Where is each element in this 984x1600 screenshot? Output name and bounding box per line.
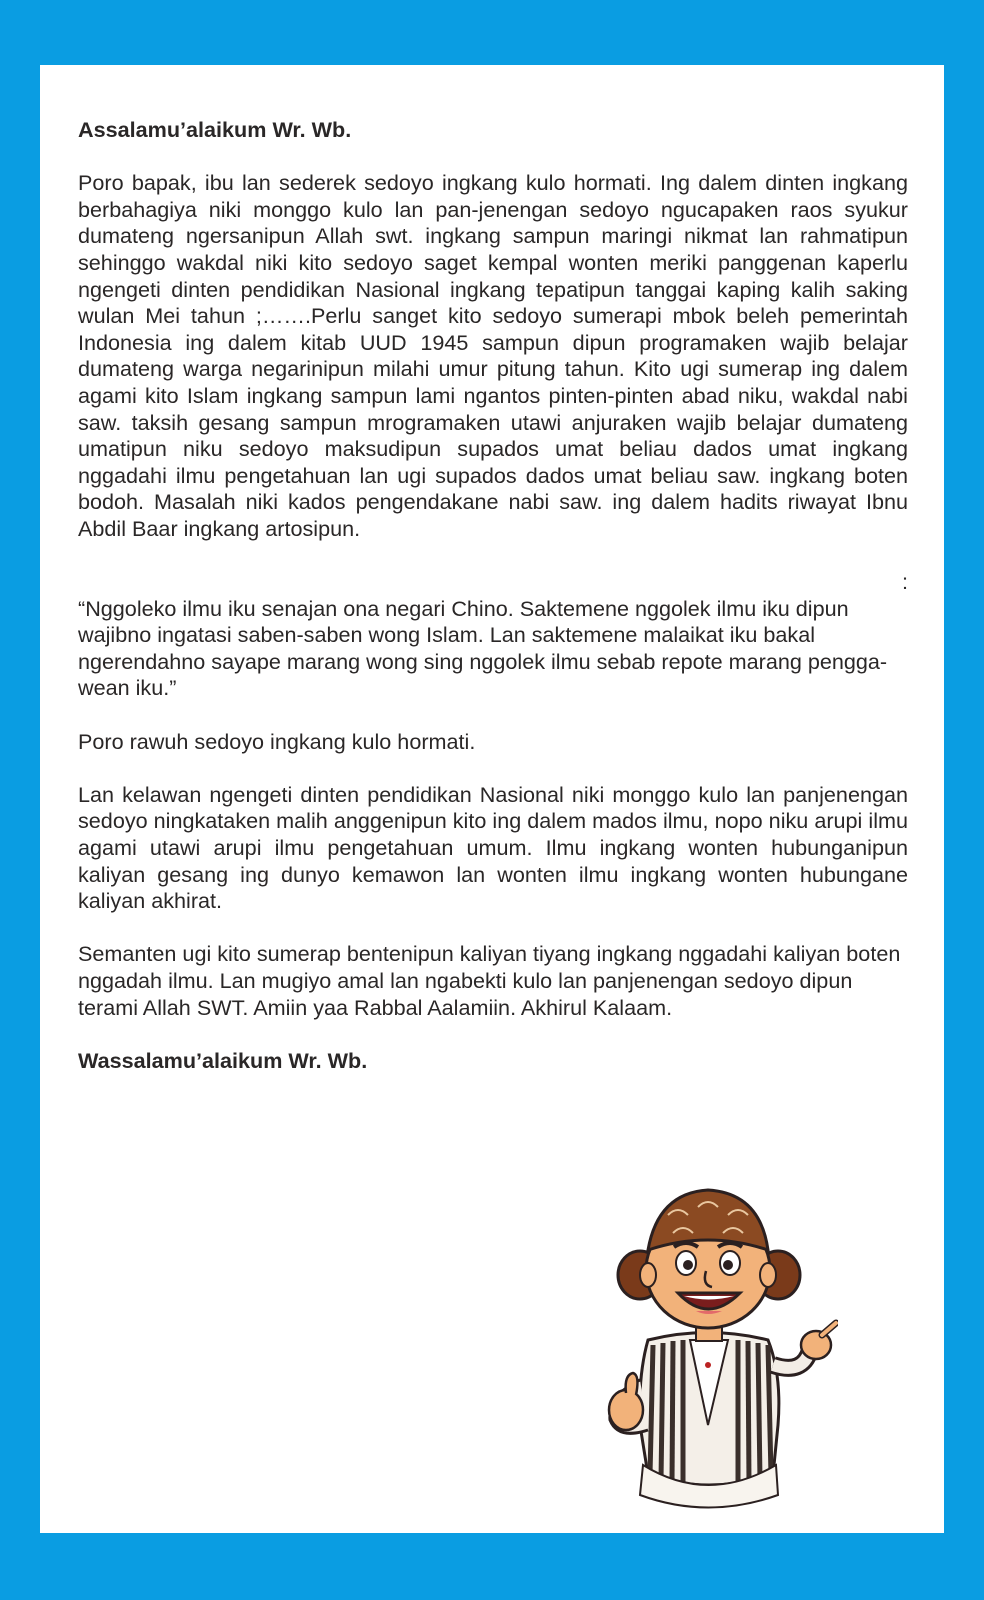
colon-mark: : <box>902 569 908 595</box>
body-paragraph-2: Poro rawuh sedoyo ingkang kulo hormati. <box>78 728 476 754</box>
opening-greeting: Assalamu’alaikum Wr. Wb. <box>78 117 352 142</box>
body-paragraph-3: Lan kelawan ngengeti dinten pendidikan Nasional niki monggo kulo lan panjenengan sedoyo ningkataken malih anggenipun kito ing dalem mados ilmu, nopo niku arupi ilmu agami utawi arupi ilmu pengetahuan umum. Ilmu ingkang wonten hubunganipun kaliyan gesang ing dunyo kemawon lan wonten ilmu ingkang wonten hubungane kaliyan akhirat. <box>78 781 908 914</box>
speech-text <box>78 117 908 1101</box>
javanese-mascot-thumbs-up-icon <box>578 1175 838 1515</box>
body-paragraph-4: Semanten ugi kito sumerap bentenipun kaliyan tiyang ingkang nggadahi kaliyan boten nggadah ilmu. Lan mugiyo amal lan ngabekti kulo lan panjenengan sedoyo dipun terami Allah SWT. Amiin yaa Rabbal Aalamiin. Akhirul Kalaam. <box>78 941 901 1020</box>
body-paragraph-1: Poro bapak, ibu lan sederek sedoyo ingkang kulo hormati. Ing dalem dinten ingkang berbahagiya niki monggo kulo lan pan-jenengan sedoyo ngucapaken raos syukur dumateng ngersanipun Allah swt. ingkang sampun maringi nikmat lan rahmatipun sehinggo wakdal niki kito sedoyo saget kempal wonten meriki panggenan kaperlu ngengeti dinten pendidikan Nasional ingkang tepatipun tanggai kaping kalih saking wulan Mei tahun ;…….Perlu sanget kito sedoyo sumerapi mbok beleh pemerintah Indonesia ing dalem kitab UUD 1945 sampun dipun programaken wajib belajar dumateng warga negarinipun milahi umur pitung tahun. Kito ugi sumerap ing dalem agami kito Islam ingkang sampun lami ngantos pinten-pinten abad niku, wakdal nabi saw. taksih gesang sampun mrogramaken utawi anjuraken wajib belajar dumateng umatipun niku sedoyo maksudipun supados umat beliau dados umat ingkang nggadahi ilmu pengetahuan lan ugi supados dados umat beliau saw. ingkang boten bodoh. Masalah niki kados pengendakane nabi saw. ing dalem hadits riwayat Ibnu Abdil Baar ingkang artosipun. <box>78 170 908 541</box>
hadith-quote: “Nggoleko ilmu iku senajan ona negari Chino. Saktemene nggolek ilmu iku dipun wajibno ingatasi saben-saben wong Islam. Lan saktemene malaikat iku bakal ngerendahno sayape marang wong sing nggolek ilmu sebab repote marang pengga-wean iku.” <box>78 595 888 701</box>
document-sheet <box>40 65 944 1533</box>
closing-greeting: Wassalamu’alaikum Wr. Wb. <box>78 1047 368 1073</box>
